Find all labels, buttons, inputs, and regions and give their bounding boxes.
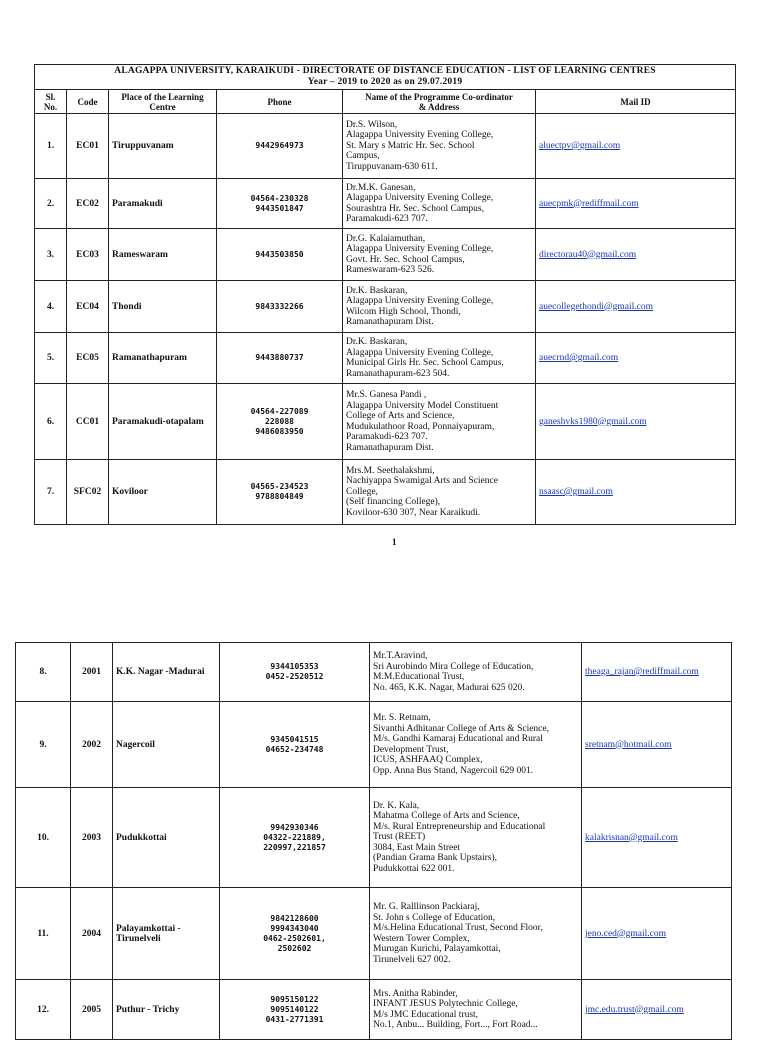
text-line: M/s. Rural Entrepreneurship and Educational [373,821,546,832]
text-line: Mrs.M. Seethalakshmi, [346,465,435,476]
text-line: Wilcom High School, Thondi, [346,306,461,317]
text-line: 9994343040 [270,923,319,933]
header-coordinator: Name of the Programme Co-ordinator & Address [343,90,536,114]
table-row [16,643,732,702]
text-line: St. Mary s Matric Hr. Sec. School [346,140,475,151]
learning-centres-table-page1 [34,64,736,525]
mail-link[interactable]: directorau40@gmail.com [539,249,637,260]
text-line: K.K. Nagar -Madurai [116,667,205,677]
code-cell: 2004 [71,888,113,980]
text-line: ICUS, ASHFAAQ Complex, [373,755,483,765]
text-line: Mahatma College of Arts and Science, [373,811,520,822]
text-line: Campus, [346,151,380,162]
text-line: 9344105353 [270,662,319,671]
coordinator-address-cell [370,980,582,1040]
sl-no-cell: 5. [35,333,67,384]
coordinator-address-cell [370,702,582,788]
text-line: No. 465, K.K. Nagar, Madurai 625 020. [373,682,525,693]
code-cell: EC01 [67,114,109,179]
text-line: Dr. K. Kala, [373,800,420,811]
text-line: Palayamkottai - [116,923,181,934]
text-line: Mr.T.Aravind, [373,651,428,661]
text-line: Govt. Hr. Sec. School Campus, [346,254,465,265]
coordinator-address-cell [370,643,582,702]
text-line: Alagappa University Evening College, [346,296,494,306]
sl-no-cell: 3. [35,229,67,281]
text-line: Ramanathapuram Dist. [346,317,434,327]
mail-link[interactable]: jeno.ced@gmail.com [585,928,667,939]
text-line: 9942930346 [270,822,319,832]
text-line: 0462-2502601, [263,933,326,943]
text-line: St. John s College of Education, [373,912,496,923]
mail-cell [536,384,736,460]
mail-link[interactable]: kalakrisnan@gmail.com [585,832,678,843]
text-line: Mr. S. Retnam, [373,713,431,723]
text-line: (Pandian Grama Bank Upstairs), [373,853,497,864]
header-row [35,90,736,114]
text-line: Trust (REET) [373,832,426,843]
text-line: 9842128600 [270,913,319,923]
coordinator-address-cell [343,229,536,281]
text-line: 9345041515 [270,734,319,744]
coordinator-address-cell [343,114,536,179]
coordinator-address-cell [343,281,536,333]
table-row [16,702,732,788]
sl-no-cell: 11. [16,888,71,980]
text-line: Mr.S. Ganesa Pandi , [346,390,427,400]
coordinator-address-cell [343,460,536,525]
text-line: Dr.K. Baskaran, [346,285,408,296]
code-cell: EC04 [67,281,109,333]
text-line: 9843332266 [255,301,304,311]
text-line: Nagercoil [116,739,155,750]
text-line: Pudukkottai 622 001. [373,863,455,874]
code-cell: EC02 [67,179,109,229]
text-line: Nachiyappa Swamigal Arts and Science [346,476,498,487]
text-line: Western Tower Complex, [373,933,470,944]
mail-cell [582,702,732,788]
text-line: 220997,221857 [263,842,326,852]
mail-link[interactable]: theaga_rajan@rediffmail.com [585,667,699,677]
text-line: Alagappa University Evening College, [346,347,494,358]
coordinator-address-cell [370,788,582,888]
place-cell [113,702,220,788]
table-row [16,980,732,1040]
sl-no-cell: 9. [16,702,71,788]
mail-cell [582,643,732,702]
place-cell: Rameswaram [109,229,217,281]
learning-centres-table-page2 [15,642,732,1040]
sl-no-cell: 7. [35,460,67,525]
table-row [35,114,736,179]
text-line: 0431-2771391 [265,1014,324,1024]
code-cell: EC03 [67,229,109,281]
phone-cell [217,333,343,384]
mail-cell [582,788,732,888]
sl-no-cell: 8. [16,643,71,702]
place-cell [113,643,220,702]
place-cell: Koviloor [109,460,217,525]
coordinator-address-cell [370,888,582,980]
text-line: Dr.G. Kalaiamuthan, [346,233,426,244]
table-row [16,788,732,888]
text-line: 9443880737 [255,353,304,362]
text-line: Opp. Anna Bus Stand, Nagercoil 629 001. [373,765,534,776]
mail-link[interactable]: auecollegethondi@gmail.com [539,301,654,312]
text-line: Rameswaram-623 526. [346,265,435,275]
text-line: 04565-234523 [250,482,309,491]
text-line: Ramanathapuram-623 504. [346,368,450,379]
text-line: Paramakudi-623 707. [346,214,428,224]
text-line: Alagappa University Model Constituent [346,400,499,411]
table-row [35,333,736,384]
sl-no-cell: 2. [35,179,67,229]
text-line: Koviloor-630 307, Near Karaikudi. [346,507,481,518]
text-line: 228088 [265,416,294,426]
mail-link[interactable]: ganeshvks1980@gmail.com [539,416,647,427]
text-line: 9443501847 [255,203,304,213]
code-cell: EC05 [67,333,109,384]
text-line: Dr.K. Baskaran, [346,337,408,347]
mail-cell [582,980,732,1040]
text-line: 04564-227089 [250,406,309,416]
mail-cell [536,114,736,179]
mail-cell [536,229,736,281]
mail-link[interactable]: auecpmk@rediffmail.com [539,198,639,209]
mail-link[interactable]: sretnam@hotmail.com [585,739,672,750]
text-line: 0452-2520512 [265,672,324,681]
coordinator-address-cell [343,333,536,384]
text-line: 9442964973 [255,141,304,150]
text-line: Sourashtra Hr. Sec. School Campus, [346,203,485,214]
phone-cell [220,702,370,788]
place-cell: Paramakudi-otapalam [109,384,217,460]
coordinator-address-cell [343,179,536,229]
text-line: M/s JMC Educational trust, [373,1009,479,1020]
mail-cell [536,179,736,229]
mail-cell [582,888,732,980]
text-line: Municipal Girls Hr. Sec. School Campus, [346,358,504,368]
place-cell [113,980,220,1040]
mail-link[interactable]: jmc.edu.trust@gmail.com [585,1004,684,1015]
sl-no-cell: 4. [35,281,67,333]
mail-cell [536,460,736,525]
text-line: No.1, Anbu... Building, Fort..., Fort Road... [373,1020,538,1030]
text-line: College of Arts and Science, [346,411,455,421]
text-line: M/s. Gandhi Kamaraj Educational and Rural [373,734,543,744]
text-line: College, [346,486,378,497]
mail-link[interactable]: auecrnd@gmail.com [539,353,619,363]
sl-no-cell: 10. [16,788,71,888]
text-line: 9486083950 [255,426,304,436]
text-line: Pudukkottai [116,832,167,843]
document-title [35,65,736,90]
phone-cell [217,281,343,333]
text-line: 9788804849 [255,492,304,501]
mail-cell [536,281,736,333]
table-row [16,888,732,980]
phone-cell [220,788,370,888]
header-code: Code [67,90,109,114]
code-cell: 2005 [71,980,113,1040]
header-place: Place of the Learning Centre [109,90,217,114]
text-line: Alagappa University Evening College, [346,244,494,254]
table-row [35,281,736,333]
text-line: 2502602 [277,943,312,953]
phone-cell [217,229,343,281]
title-line-1: ALAGAPPA UNIVERSITY, KARAIKUDI - DIRECTORATE OF DISTANCE EDUCATION - LIST OF LEARNING CENTRES [114,66,656,76]
text-line: INFANT JESUS Polytechnic College, [373,999,518,1009]
place-cell [113,888,220,980]
text-line: 3084, East Main Street [373,842,461,853]
place-cell: Paramakudi [109,179,217,229]
text-line: Mr. G. Ralllinson Packiaraj, [373,902,480,912]
text-line: Mrs. Anitha Rabinder, [373,988,458,999]
text-line: M/s.Helina Educational Trust, Second Floor, [373,923,543,933]
place-cell: Ramanathapuram [109,333,217,384]
phone-cell [220,643,370,702]
place-cell: Thondi [109,281,217,333]
text-line: Alagappa University Evening College, [346,193,494,203]
title-line-2: Year – 2019 to 2020 as on 29.07.2019 [307,77,463,87]
text-line: Mudukulathoor Road, Ponnaiyapuram, [346,421,495,432]
table-row [35,384,736,460]
phone-cell [217,114,343,179]
phone-cell [217,460,343,525]
code-cell: 2003 [71,788,113,888]
text-line: Dr.M.K. Ganesan, [346,182,416,193]
text-line: Tiruppuvanam-630 611. [346,161,438,172]
text-line: 9443503850 [255,249,304,259]
header-mail-id: Mail ID [536,90,736,114]
text-line: 04564-230328 [250,193,309,203]
text-line: 04322-221889, [263,832,326,842]
text-line: Dr.S. Wilson, [346,119,398,130]
table-row [35,460,736,525]
mail-link[interactable]: nsaasc@gmail.com [539,487,613,497]
sl-no-cell: 12. [16,980,71,1040]
text-line: Paramakudi-623 707. [346,432,428,442]
text-line: Tirunelveli [116,933,161,944]
code-cell: 2002 [71,702,113,788]
place-cell: Tiruppuvanam [109,114,217,179]
phone-cell [217,384,343,460]
text-line: Alagappa University Evening College, [346,130,494,141]
header-sl-no: Sl. No. [35,90,67,114]
code-cell: CC01 [67,384,109,460]
text-line: M.M.Educational Trust, [373,672,465,682]
phone-cell [220,888,370,980]
place-cell [113,788,220,888]
mail-cell [536,333,736,384]
code-cell: 2001 [71,643,113,702]
code-cell: SFC02 [67,460,109,525]
sl-no-cell: 1. [35,114,67,179]
phone-cell [220,980,370,1040]
text-line: Tirunelveli 627 002. [373,954,451,965]
coordinator-address-cell [343,384,536,460]
text-line: 9095150122 [270,994,319,1004]
text-line: Sivanthi Adhitanar College of Arts & Science, [373,723,549,734]
text-line: 9095140122 [270,1004,319,1014]
page-number: 1 [392,537,397,547]
mail-link[interactable]: aluectpv@gmail.com [539,141,621,151]
text-line: Murugan Kurichi, Palayamkottai, [373,944,501,954]
text-line: 04652-234748 [265,744,324,754]
header-phone: Phone [217,90,343,114]
table-row [35,229,736,281]
phone-cell [217,179,343,229]
text-line: Development Trust, [373,744,449,755]
text-line: Ramanathapuram Dist. [346,442,434,453]
text-line: Puthur - Trichy [116,1004,180,1015]
text-line: (Self financing College), [346,497,441,508]
sl-no-cell: 6. [35,384,67,460]
text-line: Sri Aurobindo Mira College of Education, [373,661,534,672]
table-row [35,179,736,229]
